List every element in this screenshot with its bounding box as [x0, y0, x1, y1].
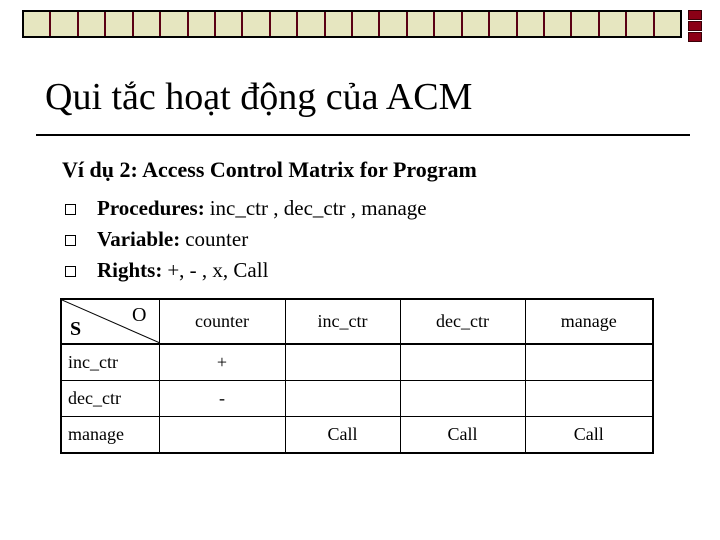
matrix-cell: Call [285, 417, 400, 454]
matrix-cell [285, 381, 400, 417]
accent-square [688, 32, 702, 42]
example-heading: Ví dụ 2: Access Control Matrix for Program [62, 157, 477, 182]
bullet-rights [62, 255, 427, 286]
bullet-text: +, - , x, Call [167, 258, 269, 282]
row-header: dec_ctr [61, 381, 159, 417]
matrix-cell: Call [525, 417, 653, 454]
top-bar-cell [51, 12, 78, 36]
square-bullet-icon [65, 235, 76, 246]
bullet-label: Variable: [97, 227, 181, 251]
matrix-corner-cell [61, 299, 159, 344]
top-bar-cell [161, 12, 188, 36]
top-bar-cell [298, 12, 325, 36]
row-header: inc_ctr [61, 344, 159, 381]
matrix-cell [525, 344, 653, 381]
matrix-cell [400, 344, 525, 381]
top-bar-cell [243, 12, 270, 36]
column-header: counter [159, 299, 285, 344]
top-bar-cell [106, 12, 133, 36]
slide-title: Qui tắc hoạt động của ACM [45, 76, 473, 118]
bullet-label: Rights: [97, 258, 163, 282]
column-header: dec_ctr [400, 299, 525, 344]
top-bar-cell [216, 12, 243, 36]
square-bullet-icon [65, 266, 76, 277]
decorative-top-bar [22, 10, 682, 38]
top-bar-cell [572, 12, 599, 36]
column-header: manage [525, 299, 653, 344]
table-row [61, 381, 653, 417]
matrix-cell: Call [400, 417, 525, 454]
subject-axis-label: S [70, 318, 82, 340]
bullet-text: inc_ctr , dec_ctr , manage [209, 196, 427, 220]
matrix-cell [159, 417, 285, 454]
column-header: inc_ctr [285, 299, 400, 344]
top-bar-cell [655, 12, 680, 36]
object-axis-label: O [132, 304, 147, 326]
top-bar-cell [435, 12, 462, 36]
square-bullet-icon [65, 204, 76, 215]
top-bar-cell [380, 12, 407, 36]
top-bar-cell [134, 12, 161, 36]
table-row [61, 417, 653, 454]
bullet-variable [62, 224, 427, 255]
title-divider [36, 134, 690, 136]
matrix-cell: + [159, 344, 285, 381]
bullet-procedures [62, 193, 427, 224]
top-bar-cell [518, 12, 545, 36]
top-bar-cell [600, 12, 627, 36]
top-bar-cell [353, 12, 380, 36]
top-bar-cell [408, 12, 435, 36]
top-bar-cell [545, 12, 572, 36]
decorative-side-squares [688, 10, 702, 43]
matrix-cell [525, 381, 653, 417]
matrix-cell [400, 381, 525, 417]
bullet-label: Procedures: [97, 196, 205, 220]
bullet-text: counter [185, 227, 249, 251]
accent-square [688, 10, 702, 20]
top-bar-cell [326, 12, 353, 36]
accent-square [688, 21, 702, 31]
top-bar-cell [271, 12, 298, 36]
access-control-matrix [60, 298, 654, 454]
top-bar-cell [463, 12, 490, 36]
matrix-cell: - [159, 381, 285, 417]
top-bar-cell [189, 12, 216, 36]
top-bar-cell [490, 12, 517, 36]
row-header: manage [61, 417, 159, 454]
matrix-header-row [61, 299, 653, 344]
top-bar-cell [24, 12, 51, 36]
matrix-cell [285, 344, 400, 381]
table-row [61, 344, 653, 381]
top-bar-cell [79, 12, 106, 36]
bullet-list [62, 193, 427, 286]
top-bar-cell [627, 12, 654, 36]
